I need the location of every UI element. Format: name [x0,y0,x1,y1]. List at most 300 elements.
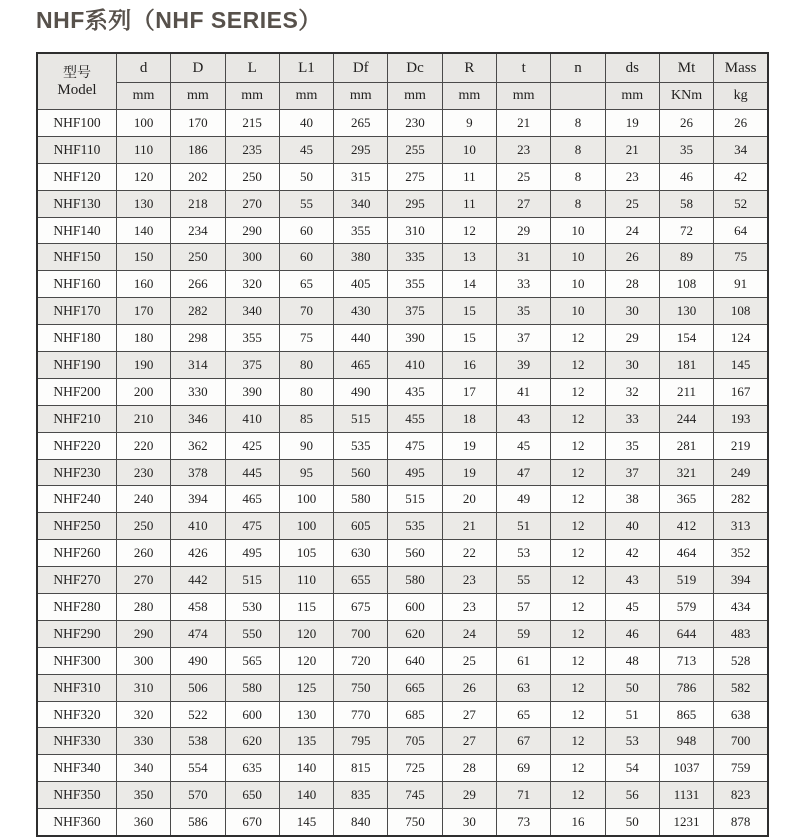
value-cell-d: 100 [116,110,170,137]
value-cell-L1: 60 [279,244,333,271]
value-cell-t: 51 [497,513,551,540]
value-cell-D: 394 [171,486,225,513]
value-cell-R: 28 [442,755,496,782]
table-row [37,728,768,755]
value-cell-Dc: 620 [388,620,442,647]
value-cell-L: 650 [225,782,279,809]
value-cell-L: 390 [225,378,279,405]
value-cell-Mt: 412 [659,513,713,540]
value-cell-ds: 40 [605,513,659,540]
value-cell-L1: 135 [279,728,333,755]
table-row [37,136,768,163]
value-cell-L: 530 [225,594,279,621]
value-cell-ds: 29 [605,325,659,352]
value-cell-L: 320 [225,271,279,298]
unit-cell-Mass: kg [714,83,768,110]
value-cell-L1: 50 [279,163,333,190]
value-cell-ds: 21 [605,136,659,163]
value-cell-n: 8 [551,163,605,190]
model-cell: NHF300 [37,647,116,674]
value-cell-Df: 295 [334,136,388,163]
value-cell-Df: 675 [334,594,388,621]
table-row [37,459,768,486]
value-cell-Dc: 535 [388,513,442,540]
value-cell-Dc: 255 [388,136,442,163]
table-row [37,513,768,540]
value-cell-ds: 42 [605,540,659,567]
value-cell-Df: 315 [334,163,388,190]
value-cell-L1: 60 [279,217,333,244]
value-cell-L: 250 [225,163,279,190]
value-cell-Mt: 948 [659,728,713,755]
value-cell-ds: 33 [605,405,659,432]
unit-cell-L1: mm [279,83,333,110]
value-cell-Df: 340 [334,190,388,217]
value-cell-d: 360 [116,809,170,836]
value-cell-Dc: 750 [388,809,442,836]
unit-cell-Mt: KNm [659,83,713,110]
table-body [37,110,768,837]
model-cell: NHF360 [37,809,116,836]
value-cell-Dc: 705 [388,728,442,755]
value-cell-R: 27 [442,728,496,755]
value-cell-D: 314 [171,352,225,379]
value-cell-L1: 120 [279,620,333,647]
value-cell-R: 9 [442,110,496,137]
value-cell-n: 10 [551,217,605,244]
value-cell-D: 426 [171,540,225,567]
value-cell-L1: 80 [279,352,333,379]
model-header-cn: 型号 [62,65,91,81]
value-cell-Mt: 244 [659,405,713,432]
table-header [37,53,768,110]
value-cell-n: 12 [551,594,605,621]
model-cell: NHF320 [37,701,116,728]
value-cell-d: 250 [116,513,170,540]
value-cell-Df: 430 [334,298,388,325]
table-row [37,620,768,647]
value-cell-t: 61 [497,647,551,674]
value-cell-Mass: 282 [714,486,768,513]
table-row [37,298,768,325]
value-cell-Mt: 130 [659,298,713,325]
value-cell-Dc: 665 [388,674,442,701]
model-cell: NHF310 [37,674,116,701]
model-cell: NHF120 [37,163,116,190]
value-cell-R: 12 [442,217,496,244]
table-row [37,594,768,621]
value-cell-Mass: 124 [714,325,768,352]
value-cell-Mt: 72 [659,217,713,244]
value-cell-L: 515 [225,567,279,594]
value-cell-Df: 515 [334,405,388,432]
value-cell-Mass: 394 [714,567,768,594]
column-header-n: n [551,53,605,83]
unit-cell-ds: mm [605,83,659,110]
nhf-series-spec-table [36,52,769,837]
value-cell-R: 30 [442,809,496,836]
value-cell-Mass: 878 [714,809,768,836]
value-cell-t: 47 [497,459,551,486]
value-cell-L1: 75 [279,325,333,352]
value-cell-ds: 53 [605,728,659,755]
value-cell-n: 8 [551,110,605,137]
value-cell-D: 234 [171,217,225,244]
value-cell-Dc: 435 [388,378,442,405]
value-cell-L: 410 [225,405,279,432]
value-cell-n: 12 [551,513,605,540]
value-cell-L1: 110 [279,567,333,594]
value-cell-Mt: 365 [659,486,713,513]
value-cell-L: 235 [225,136,279,163]
value-cell-Df: 840 [334,809,388,836]
value-cell-t: 33 [497,271,551,298]
table-row [37,244,768,271]
value-cell-D: 298 [171,325,225,352]
value-cell-R: 22 [442,540,496,567]
model-cell: NHF280 [37,594,116,621]
model-cell: NHF150 [37,244,116,271]
value-cell-ds: 24 [605,217,659,244]
value-cell-n: 12 [551,352,605,379]
value-cell-L: 550 [225,620,279,647]
value-cell-Mass: 193 [714,405,768,432]
value-cell-R: 10 [442,136,496,163]
value-cell-Dc: 310 [388,217,442,244]
value-cell-Df: 490 [334,378,388,405]
table-row [37,567,768,594]
value-cell-Mass: 167 [714,378,768,405]
value-cell-L: 215 [225,110,279,137]
value-cell-L1: 40 [279,110,333,137]
column-header-d: d [116,53,170,83]
value-cell-D: 458 [171,594,225,621]
unit-cell-d: mm [116,83,170,110]
value-cell-Mass: 823 [714,782,768,809]
model-cell: NHF330 [37,728,116,755]
value-cell-d: 350 [116,782,170,809]
value-cell-t: 53 [497,540,551,567]
value-cell-n: 12 [551,782,605,809]
model-cell: NHF200 [37,378,116,405]
value-cell-Dc: 560 [388,540,442,567]
value-cell-L: 340 [225,298,279,325]
value-cell-L1: 140 [279,782,333,809]
unit-cell-t: mm [497,83,551,110]
value-cell-ds: 46 [605,620,659,647]
value-cell-R: 13 [442,244,496,271]
value-cell-t: 21 [497,110,551,137]
value-cell-d: 320 [116,701,170,728]
value-cell-t: 39 [497,352,551,379]
value-cell-L: 600 [225,701,279,728]
value-cell-R: 16 [442,352,496,379]
value-cell-Dc: 410 [388,352,442,379]
value-cell-Dc: 230 [388,110,442,137]
model-cell: NHF130 [37,190,116,217]
value-cell-t: 45 [497,432,551,459]
value-cell-n: 12 [551,459,605,486]
value-cell-n: 12 [551,432,605,459]
value-cell-L1: 120 [279,647,333,674]
table-row [37,782,768,809]
value-cell-R: 27 [442,701,496,728]
value-cell-n: 12 [551,378,605,405]
value-cell-d: 190 [116,352,170,379]
value-cell-D: 330 [171,378,225,405]
value-cell-Mass: 75 [714,244,768,271]
value-cell-Mt: 26 [659,110,713,137]
value-cell-Mass: 352 [714,540,768,567]
value-cell-L: 670 [225,809,279,836]
value-cell-t: 25 [497,163,551,190]
value-cell-R: 23 [442,594,496,621]
column-header-Mass: Mass [714,53,768,83]
header-name-row [37,53,768,83]
value-cell-R: 11 [442,163,496,190]
table-row [37,378,768,405]
value-cell-Mt: 108 [659,271,713,298]
value-cell-Df: 630 [334,540,388,567]
table-row [37,809,768,836]
model-cell: NHF140 [37,217,116,244]
value-cell-R: 11 [442,190,496,217]
model-cell: NHF210 [37,405,116,432]
value-cell-t: 57 [497,594,551,621]
value-cell-R: 19 [442,459,496,486]
value-cell-L1: 100 [279,513,333,540]
value-cell-n: 10 [551,271,605,298]
value-cell-R: 25 [442,647,496,674]
value-cell-ds: 26 [605,244,659,271]
value-cell-ds: 50 [605,809,659,836]
value-cell-Mass: 528 [714,647,768,674]
value-cell-ds: 25 [605,190,659,217]
value-cell-L1: 95 [279,459,333,486]
value-cell-R: 17 [442,378,496,405]
value-cell-n: 8 [551,190,605,217]
model-cell: NHF260 [37,540,116,567]
value-cell-Df: 265 [334,110,388,137]
value-cell-Mass: 52 [714,190,768,217]
value-cell-d: 290 [116,620,170,647]
value-cell-n: 12 [551,620,605,647]
value-cell-n: 12 [551,674,605,701]
value-cell-Mt: 181 [659,352,713,379]
value-cell-L: 580 [225,674,279,701]
value-cell-R: 23 [442,567,496,594]
value-cell-L1: 115 [279,594,333,621]
value-cell-R: 18 [442,405,496,432]
value-cell-Mt: 1037 [659,755,713,782]
value-cell-L: 565 [225,647,279,674]
table-row [37,190,768,217]
model-cell: NHF240 [37,486,116,513]
value-cell-D: 586 [171,809,225,836]
value-cell-D: 506 [171,674,225,701]
table-row [37,325,768,352]
value-cell-Mt: 865 [659,701,713,728]
value-cell-d: 280 [116,594,170,621]
value-cell-d: 160 [116,271,170,298]
value-cell-L: 290 [225,217,279,244]
value-cell-n: 12 [551,567,605,594]
value-cell-Df: 560 [334,459,388,486]
unit-cell-R: mm [442,83,496,110]
model-cell: NHF180 [37,325,116,352]
value-cell-Dc: 475 [388,432,442,459]
model-header-cell [37,53,116,110]
value-cell-D: 362 [171,432,225,459]
value-cell-L1: 145 [279,809,333,836]
value-cell-Df: 795 [334,728,388,755]
value-cell-Df: 465 [334,352,388,379]
value-cell-Mt: 321 [659,459,713,486]
table-row [37,110,768,137]
value-cell-D: 490 [171,647,225,674]
table-row [37,701,768,728]
value-cell-Mt: 1131 [659,782,713,809]
table-row [37,432,768,459]
value-cell-Mt: 58 [659,190,713,217]
table-row [37,540,768,567]
value-cell-ds: 48 [605,647,659,674]
value-cell-L1: 85 [279,405,333,432]
value-cell-ds: 43 [605,567,659,594]
value-cell-ds: 37 [605,459,659,486]
value-cell-Df: 835 [334,782,388,809]
table-row [37,352,768,379]
value-cell-Mass: 91 [714,271,768,298]
table-row [37,405,768,432]
value-cell-L: 475 [225,513,279,540]
value-cell-Dc: 580 [388,567,442,594]
value-cell-Mass: 700 [714,728,768,755]
table-row [37,271,768,298]
value-cell-n: 12 [551,486,605,513]
value-cell-ds: 35 [605,432,659,459]
value-cell-ds: 54 [605,755,659,782]
value-cell-L1: 130 [279,701,333,728]
value-cell-L: 425 [225,432,279,459]
value-cell-L: 270 [225,190,279,217]
value-cell-Df: 580 [334,486,388,513]
column-header-R: R [442,53,496,83]
value-cell-Dc: 495 [388,459,442,486]
unit-cell-D: mm [171,83,225,110]
value-cell-n: 12 [551,405,605,432]
value-cell-D: 570 [171,782,225,809]
value-cell-Dc: 455 [388,405,442,432]
value-cell-t: 23 [497,136,551,163]
value-cell-Mass: 582 [714,674,768,701]
value-cell-n: 12 [551,755,605,782]
value-cell-Mass: 108 [714,298,768,325]
value-cell-L1: 65 [279,271,333,298]
column-header-Mt: Mt [659,53,713,83]
model-cell: NHF170 [37,298,116,325]
value-cell-D: 346 [171,405,225,432]
value-cell-ds: 38 [605,486,659,513]
value-cell-t: 65 [497,701,551,728]
model-cell: NHF110 [37,136,116,163]
value-cell-R: 15 [442,325,496,352]
value-cell-t: 37 [497,325,551,352]
value-cell-R: 24 [442,620,496,647]
value-cell-D: 378 [171,459,225,486]
value-cell-D: 538 [171,728,225,755]
value-cell-L: 635 [225,755,279,782]
value-cell-Dc: 600 [388,594,442,621]
page-title: NHF系列（NHF SERIES） [36,7,322,33]
value-cell-L1: 125 [279,674,333,701]
value-cell-L: 375 [225,352,279,379]
value-cell-ds: 23 [605,163,659,190]
table-row [37,674,768,701]
value-cell-d: 110 [116,136,170,163]
value-cell-n: 12 [551,701,605,728]
value-cell-Mt: 281 [659,432,713,459]
value-cell-Mass: 638 [714,701,768,728]
value-cell-Dc: 640 [388,647,442,674]
value-cell-L1: 140 [279,755,333,782]
value-cell-L1: 90 [279,432,333,459]
value-cell-ds: 45 [605,594,659,621]
value-cell-t: 73 [497,809,551,836]
value-cell-t: 41 [497,378,551,405]
model-cell: NHF100 [37,110,116,137]
value-cell-D: 522 [171,701,225,728]
column-header-Df: Df [334,53,388,83]
model-cell: NHF340 [37,755,116,782]
value-cell-D: 218 [171,190,225,217]
value-cell-n: 12 [551,728,605,755]
value-cell-Dc: 725 [388,755,442,782]
value-cell-d: 180 [116,325,170,352]
value-cell-L1: 100 [279,486,333,513]
table-row [37,163,768,190]
value-cell-Df: 700 [334,620,388,647]
value-cell-t: 43 [497,405,551,432]
value-cell-Mt: 713 [659,647,713,674]
value-cell-Mt: 464 [659,540,713,567]
table-row [37,755,768,782]
value-cell-Mass: 434 [714,594,768,621]
value-cell-L1: 55 [279,190,333,217]
value-cell-t: 31 [497,244,551,271]
value-cell-d: 340 [116,755,170,782]
value-cell-d: 310 [116,674,170,701]
value-cell-ds: 50 [605,674,659,701]
value-cell-Mass: 219 [714,432,768,459]
value-cell-t: 55 [497,567,551,594]
value-cell-R: 26 [442,674,496,701]
value-cell-n: 16 [551,809,605,836]
unit-cell-Df: mm [334,83,388,110]
column-header-t: t [497,53,551,83]
value-cell-n: 12 [551,647,605,674]
value-cell-L: 620 [225,728,279,755]
value-cell-Mt: 786 [659,674,713,701]
value-cell-D: 554 [171,755,225,782]
value-cell-Df: 605 [334,513,388,540]
table-row [37,217,768,244]
value-cell-R: 15 [442,298,496,325]
value-cell-L1: 70 [279,298,333,325]
value-cell-Dc: 685 [388,701,442,728]
value-cell-Mt: 519 [659,567,713,594]
table-container [36,52,806,837]
